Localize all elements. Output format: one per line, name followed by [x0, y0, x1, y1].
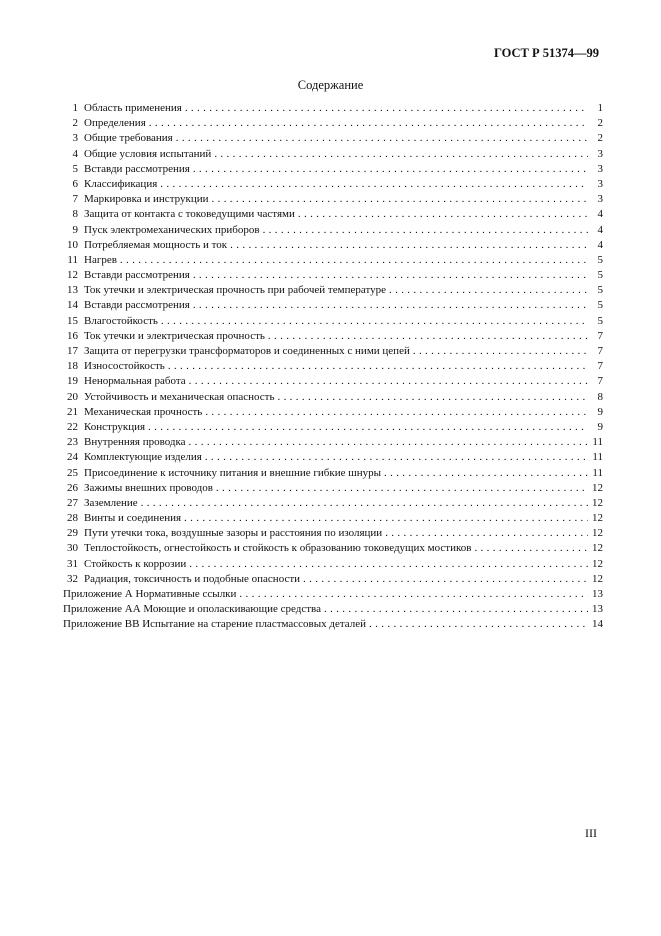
toc-entry-label: Общие условия испытаний	[84, 147, 212, 160]
toc-entry-page: 12	[592, 527, 603, 540]
toc-entry-number: 8	[72, 208, 78, 221]
toc-entry-leader-dots	[176, 131, 588, 146]
toc-entry-label: Винты и соединения	[84, 512, 182, 525]
toc-entry-leader-dots	[303, 572, 588, 587]
toc-entry-label: Износостойкость	[84, 360, 165, 373]
toc-entry-page: 5	[597, 299, 603, 312]
toc-entry-leader-dots	[141, 496, 588, 511]
toc-entry[interactable]	[63, 587, 603, 602]
toc-entry-page: 7	[597, 375, 603, 388]
toc-entry-leader-dots	[324, 602, 588, 617]
toc-entry-number: 14	[67, 299, 78, 312]
toc-entry[interactable]	[63, 131, 603, 146]
toc-entry-leader-dots	[205, 405, 588, 420]
toc-entry[interactable]	[63, 192, 603, 207]
toc-entry[interactable]	[63, 116, 603, 131]
toc-entry[interactable]	[63, 283, 603, 298]
toc-entry-number: 27	[67, 496, 78, 509]
toc-entry[interactable]	[63, 481, 603, 496]
toc-entry-page: 12	[592, 496, 603, 509]
toc-entry-label: Приложение АА Моющие и ополаскивающие средства	[63, 603, 321, 616]
toc-entry-number: 2	[72, 117, 78, 130]
toc-entry[interactable]	[63, 420, 603, 435]
toc-entry-number: 13	[67, 284, 78, 297]
toc-entry-leader-dots	[161, 314, 588, 329]
toc-entry-page: 4	[597, 208, 603, 221]
toc-entry-number: 28	[67, 512, 78, 525]
toc-entry-label: Вставди рассмотрения	[84, 162, 190, 175]
toc-entry-page: 13	[592, 603, 603, 616]
toc-entry-page: 3	[597, 147, 603, 160]
toc-entry-leader-dots	[148, 420, 588, 435]
toc-entry-leader-dots	[298, 207, 588, 222]
toc-entry-leader-dots	[189, 435, 588, 450]
table-of-contents	[63, 101, 603, 633]
toc-entry-label: Защита от контакта с токоведущими частями	[84, 208, 295, 221]
toc-entry-label: Приложение А Нормативные ссылки	[63, 588, 237, 600]
toc-entry-number: 30	[67, 542, 78, 555]
toc-entry[interactable]	[63, 526, 603, 541]
toc-entry-label: Приложение ВВ Испытание на старение пластмассовых деталей	[63, 618, 367, 631]
toc-entry-label: Стойкость к коррозии	[84, 557, 187, 570]
toc-entry-number: 4	[72, 147, 78, 160]
toc-entry-label: Присоединение к источнику питания и внешние гибкие шнуры	[84, 466, 381, 479]
toc-entry-page: 11	[592, 466, 603, 479]
toc-entry[interactable]	[63, 329, 603, 344]
toc-entry-leader-dots	[268, 329, 588, 344]
toc-entry-leader-dots	[185, 101, 588, 116]
toc-entry-label: Ток утечки и электрическая прочность	[84, 329, 265, 342]
toc-entry-leader-dots	[277, 390, 588, 405]
toc-entry[interactable]	[63, 314, 603, 329]
toc-entry-page: 2	[597, 117, 603, 130]
toc-entry-leader-dots	[413, 344, 588, 359]
toc-entry[interactable]	[63, 390, 603, 405]
toc-entry[interactable]	[63, 344, 603, 359]
toc-entry-number: 19	[67, 375, 78, 388]
toc-entry-page: 1	[597, 102, 603, 114]
toc-entry[interactable]	[63, 405, 603, 420]
toc-entry-leader-dots	[184, 511, 588, 526]
toc-entry-label: Пути утечки тока, воздушные зазоры и расстояния по изоляции	[84, 527, 383, 540]
toc-entry-leader-dots	[189, 374, 588, 389]
toc-entry-leader-dots	[384, 466, 588, 481]
toc-entry-number: 1	[72, 102, 78, 114]
toc-entry-label: Зажимы внешних проводов	[84, 481, 213, 494]
toc-entry-number: 11	[67, 253, 78, 266]
toc-entry-label: Теплостойкость, огнестойкость и стойкость к образованию токоведущих мостиков	[84, 542, 472, 555]
toc-entry-label: Нагрев	[84, 253, 117, 266]
toc-entry-number: 10	[67, 238, 78, 251]
toc-entry-page: 11	[592, 451, 603, 464]
toc-entry-label: Комплектующие изделия	[84, 451, 202, 464]
toc-entry-label: Вставди рассмотрения	[84, 299, 190, 312]
toc-entry[interactable]	[63, 602, 603, 617]
toc-entry[interactable]	[63, 162, 603, 177]
toc-entry[interactable]	[63, 268, 603, 283]
toc-entry-number: 26	[67, 481, 78, 494]
toc-entry-leader-dots	[385, 526, 588, 541]
toc-entry[interactable]	[63, 359, 603, 374]
toc-entry[interactable]	[63, 253, 603, 268]
toc-entry[interactable]	[63, 435, 603, 450]
toc-entry-page: 9	[597, 420, 603, 433]
toc-entry-label: Защита от перегрузки трансформаторов и соединенных с ними цепей	[84, 345, 410, 357]
toc-entry-leader-dots	[205, 450, 588, 465]
page-title: Содержание	[297, 78, 364, 92]
toc-entry-label: Ток утечки и электрическая прочность при рабочей температуре	[84, 284, 386, 297]
toc-entry[interactable]	[63, 147, 603, 162]
toc-entry-number: 17	[67, 345, 78, 357]
toc-entry-number: 5	[72, 162, 78, 175]
toc-entry-number: 3	[72, 132, 78, 145]
toc-entry-number: 25	[67, 466, 78, 479]
toc-entry[interactable]	[63, 511, 603, 526]
toc-entry-page: 5	[597, 314, 603, 327]
toc-entry-number: 22	[67, 420, 78, 433]
toc-entry[interactable]	[63, 617, 603, 632]
toc-entry-page: 3	[597, 177, 603, 190]
toc-entry-leader-dots	[149, 116, 588, 131]
toc-entry-page: 11	[592, 436, 603, 449]
toc-entry[interactable]	[63, 374, 603, 389]
standard-header: ГОСТ Р 51374—99	[493, 46, 599, 60]
toc-entry-leader-dots	[193, 162, 588, 177]
toc-entry-leader-dots	[369, 617, 588, 632]
toc-entry-number: 12	[67, 269, 78, 282]
toc-entry-number: 15	[67, 314, 78, 327]
toc-entry-label: Область применения	[84, 102, 182, 114]
toc-entry-number: 24	[67, 451, 78, 464]
toc-entry-leader-dots	[120, 253, 588, 268]
toc-entry-label: Вставди рассмотрения	[84, 269, 190, 282]
toc-entry-page: 7	[597, 360, 603, 373]
toc-entry-page: 9	[597, 405, 603, 418]
toc-entry-leader-dots	[263, 223, 588, 238]
toc-entry-label: Заземление	[84, 496, 138, 509]
toc-entry[interactable]	[63, 207, 603, 222]
toc-entry-label: Общие требования	[84, 132, 173, 145]
toc-entry-label: Конструкция	[84, 420, 146, 433]
toc-entry-page: 13	[592, 588, 603, 600]
toc-entry[interactable]	[63, 450, 603, 465]
toc-entry-page: 12	[592, 512, 603, 525]
toc-entry-leader-dots	[168, 359, 588, 374]
toc-entry-leader-dots	[216, 481, 588, 496]
toc-entry-page: 7	[597, 329, 603, 342]
toc-entry-page: 3	[597, 162, 603, 175]
toc-entry-page: 4	[597, 238, 603, 251]
toc-entry-leader-dots	[193, 298, 588, 313]
toc-entry-label: Ненормальная работа	[84, 375, 186, 388]
toc-entry-number: 7	[72, 193, 78, 206]
toc-entry-page: 12	[592, 542, 603, 555]
toc-entry[interactable]	[63, 101, 603, 116]
toc-entry-label: Определения	[84, 117, 146, 130]
toc-entry-label: Механическая прочность	[84, 405, 203, 418]
toc-entry-page: 8	[597, 390, 603, 403]
toc-entry-page: 12	[592, 557, 603, 570]
toc-entry-number: 9	[72, 223, 78, 236]
toc-entry-number: 6	[72, 177, 78, 190]
toc-entry-number: 18	[67, 360, 78, 373]
toc-entry-number: 31	[67, 557, 78, 570]
toc-entry-label: Классификация	[84, 177, 158, 190]
toc-entry-label: Внутренняя проводка	[84, 436, 186, 449]
toc-entry[interactable]	[63, 177, 603, 192]
page-number: III	[585, 826, 597, 840]
toc-entry-leader-dots	[230, 238, 588, 253]
toc-entry-number: 29	[67, 527, 78, 540]
toc-entry-number: 32	[67, 572, 78, 585]
toc-entry-label: Устойчивость и механическая опасность	[84, 390, 275, 403]
toc-entry-number: 23	[67, 436, 78, 449]
toc-entry-page: 5	[597, 284, 603, 297]
toc-entry-page: 14	[592, 618, 603, 631]
toc-entry-page: 12	[592, 481, 603, 494]
toc-entry-leader-dots	[160, 177, 588, 192]
toc-entry-leader-dots	[193, 268, 588, 283]
toc-entry-label: Потребляемая мощность и ток	[84, 238, 228, 251]
toc-entry-number: 16	[67, 329, 78, 342]
toc-entry-label: Радиация, токсичность и подобные опасности	[84, 572, 301, 585]
toc-entry-page: 7	[597, 345, 603, 357]
toc-entry-page: 2	[597, 132, 603, 145]
toc-entry-number: 21	[67, 405, 78, 418]
toc-entry-leader-dots	[474, 541, 588, 556]
toc-entry-leader-dots	[214, 147, 588, 162]
toc-entry-page: 4	[597, 223, 603, 236]
toc-entry[interactable]	[63, 466, 603, 481]
toc-entry-page: 3	[597, 193, 603, 206]
toc-entry[interactable]	[63, 541, 603, 556]
toc-entry-page: 5	[597, 253, 603, 266]
toc-entry[interactable]	[63, 298, 603, 313]
toc-entry[interactable]	[63, 572, 603, 587]
toc-entry[interactable]	[63, 496, 603, 511]
toc-entry-leader-dots	[212, 192, 589, 207]
toc-entry-label: Пуск электромеханических приборов	[84, 223, 260, 236]
toc-entry-page: 5	[597, 269, 603, 282]
toc-entry-leader-dots	[389, 283, 588, 298]
toc-entry-leader-dots	[189, 557, 588, 572]
toc-entry-page: 12	[592, 572, 603, 585]
toc-entry[interactable]	[63, 223, 603, 238]
toc-entry[interactable]	[63, 557, 603, 572]
toc-entry[interactable]	[63, 238, 603, 253]
toc-entry-label: Маркировка и инструкции	[84, 193, 209, 206]
toc-entry-label: Влагостойкость	[84, 314, 158, 327]
toc-entry-number: 20	[67, 390, 78, 403]
toc-entry-leader-dots	[239, 587, 588, 602]
